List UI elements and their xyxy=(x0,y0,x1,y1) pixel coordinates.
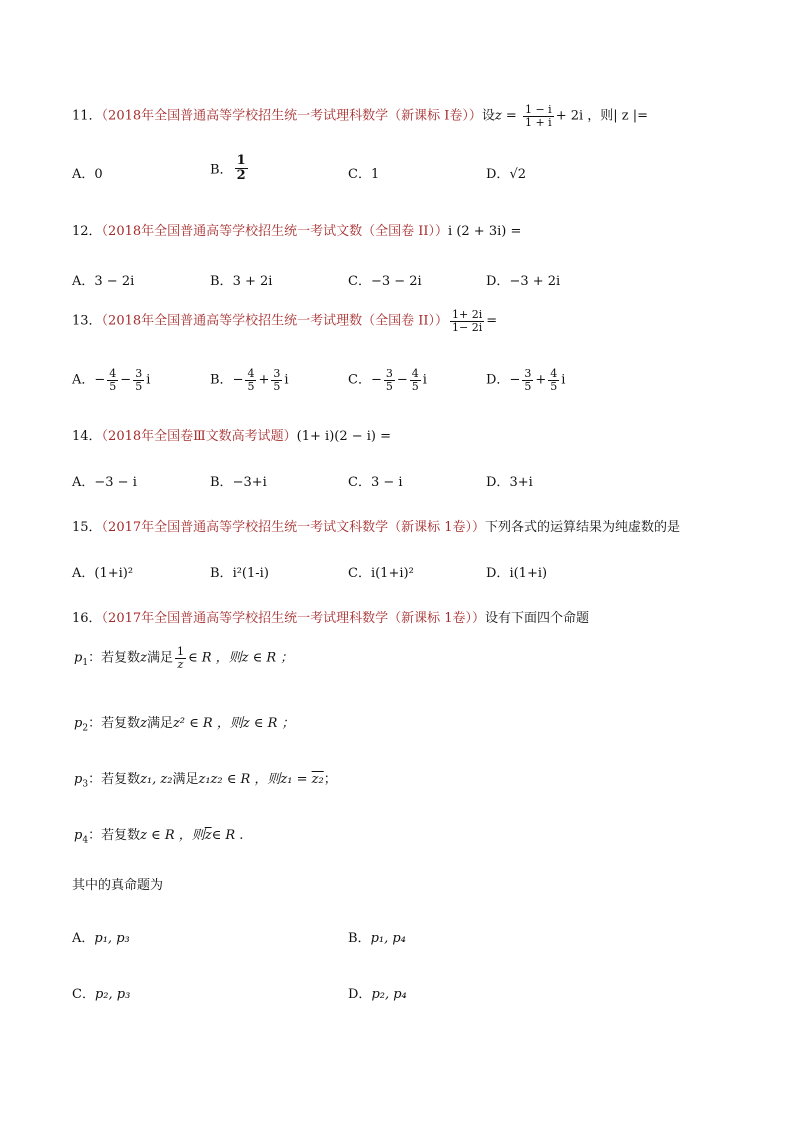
q12-source: （2018年全国普通高等学校招生统一考试文数（全国卷 II）） xyxy=(101,224,449,239)
q16-option-d: D．p₂, p₄ xyxy=(348,987,407,1002)
q11-option-d: D．√2 xyxy=(486,167,526,182)
q13-source: （2018年全国普通高等学校招生统一考试理数（全国卷 II）） xyxy=(101,313,449,329)
q12-option-a: A．3 − 2i xyxy=(72,274,135,289)
q12-number: 12． xyxy=(72,224,102,239)
q13-stem xyxy=(72,309,497,333)
q12-stem xyxy=(72,220,521,239)
q16-source: （2017年全国普通高等学校招生统一考试理科数学（新课标 1卷）） xyxy=(101,611,486,626)
q15-option-c: C．i(1+i)² xyxy=(348,566,414,581)
q13-eq: = xyxy=(486,313,498,329)
q16-proposition-p3: $p_3$：若复数z₁, z₂满足z₁z₂ ∈ R ，则z₁ = z₂； xyxy=(74,772,337,790)
q11-frac-den: 1 + i xyxy=(524,115,552,129)
q14-option-d: D．3+i xyxy=(486,475,533,490)
q11-number: 11． xyxy=(72,108,102,124)
q16-stem xyxy=(72,607,589,626)
q15-text: 下列各式的运算结果为纯虚数的是 xyxy=(485,520,681,535)
q14-option-c: C．3 − i xyxy=(348,475,403,490)
q16-conclusion: 其中的真命题为 xyxy=(72,878,164,893)
q14-expr: (1+ i)(2 − i) = xyxy=(296,429,392,444)
q11-stem xyxy=(72,104,648,128)
q14-stem xyxy=(72,425,391,444)
q11-option-b: B． $\frac{1}{2}$ xyxy=(210,153,246,183)
q14-number: 14． xyxy=(72,429,102,444)
q12-option-c: C．−3 − 2i xyxy=(348,274,422,289)
q14-option-a: A．−3 − i xyxy=(72,475,137,490)
q15-option-b: B．i²(1-i) xyxy=(210,566,269,581)
q14-option-b: B．−3+i xyxy=(210,475,267,490)
q13-option-d: D．− $\frac{3}{5}$ + $\frac{4}{5}$ i xyxy=(486,367,566,393)
q11-z: z xyxy=(494,108,502,124)
q15-option-a: A．(1+i)² xyxy=(72,566,134,581)
q11-frac-num: 1 − i xyxy=(524,103,552,116)
q16-proposition-p2: $p_2$：若复数z满足z² ∈ R ，则z ∈ R ； xyxy=(74,716,295,734)
q15-source: （2017年全国普通高等学校招生统一考试文科数学（新课标 1卷）） xyxy=(101,520,486,535)
q13-option-b: B．− $\frac{4}{5}$ + $\frac{3}{5}$ i xyxy=(210,367,289,393)
q11-fraction xyxy=(523,104,554,128)
q16-proposition-p4: $p_4$：若复数z ∈ R ，则$\overline{z}\in$ R . xyxy=(74,828,244,846)
q11-eq: = xyxy=(501,108,521,124)
q13-fraction: $\frac{1+ 2i}{1- 2i}$ xyxy=(452,308,483,334)
q16-number: 16． xyxy=(72,611,102,626)
q11-option-a: A．0 xyxy=(72,167,103,182)
q15-stem xyxy=(72,516,680,535)
q13-option-a: A．− $\frac{4}{5}$ − $\frac{3}{5}$ i xyxy=(72,367,151,393)
q11-b-den: 2 xyxy=(236,167,246,183)
q12-option-b: B．3 + 2i xyxy=(210,274,273,289)
q16-option-a: A．p₁, p₃ xyxy=(72,931,130,946)
q11-b-num: 1 xyxy=(236,153,246,168)
q16-option-b: B．p₁, p₄ xyxy=(348,931,406,946)
q12-expr: i (2 + 3i) = xyxy=(448,224,522,239)
q13-number: 13． xyxy=(72,313,102,329)
q13-option-c: C．− $\frac{3}{5}$ − $\frac{4}{5}$ i xyxy=(348,367,427,393)
q11-source: （2018年全国普通高等学校招生统一考试理科数学（新课标 I卷）） xyxy=(101,108,482,124)
q15-number: 15． xyxy=(72,520,102,535)
q16-option-c: C．p₂, p₃ xyxy=(72,987,131,1002)
q14-source: （2018年全国卷Ⅲ文数高考试题） xyxy=(101,429,297,444)
q12-option-d: D．−3 + 2i xyxy=(486,274,561,289)
q16-proposition-p1: $p_1$：若复数z满足 $\frac{1}{z}$ ∈ R ，则z ∈ R ； xyxy=(74,645,294,671)
q11-option-c: C．1 xyxy=(348,167,380,182)
q11-rest: + 2i ，则| z |= xyxy=(555,108,649,124)
q15-option-d: D．i(1+i) xyxy=(486,566,548,581)
q11-lead: 设 xyxy=(481,108,495,124)
q16-text: 设有下面四个命题 xyxy=(485,611,590,626)
